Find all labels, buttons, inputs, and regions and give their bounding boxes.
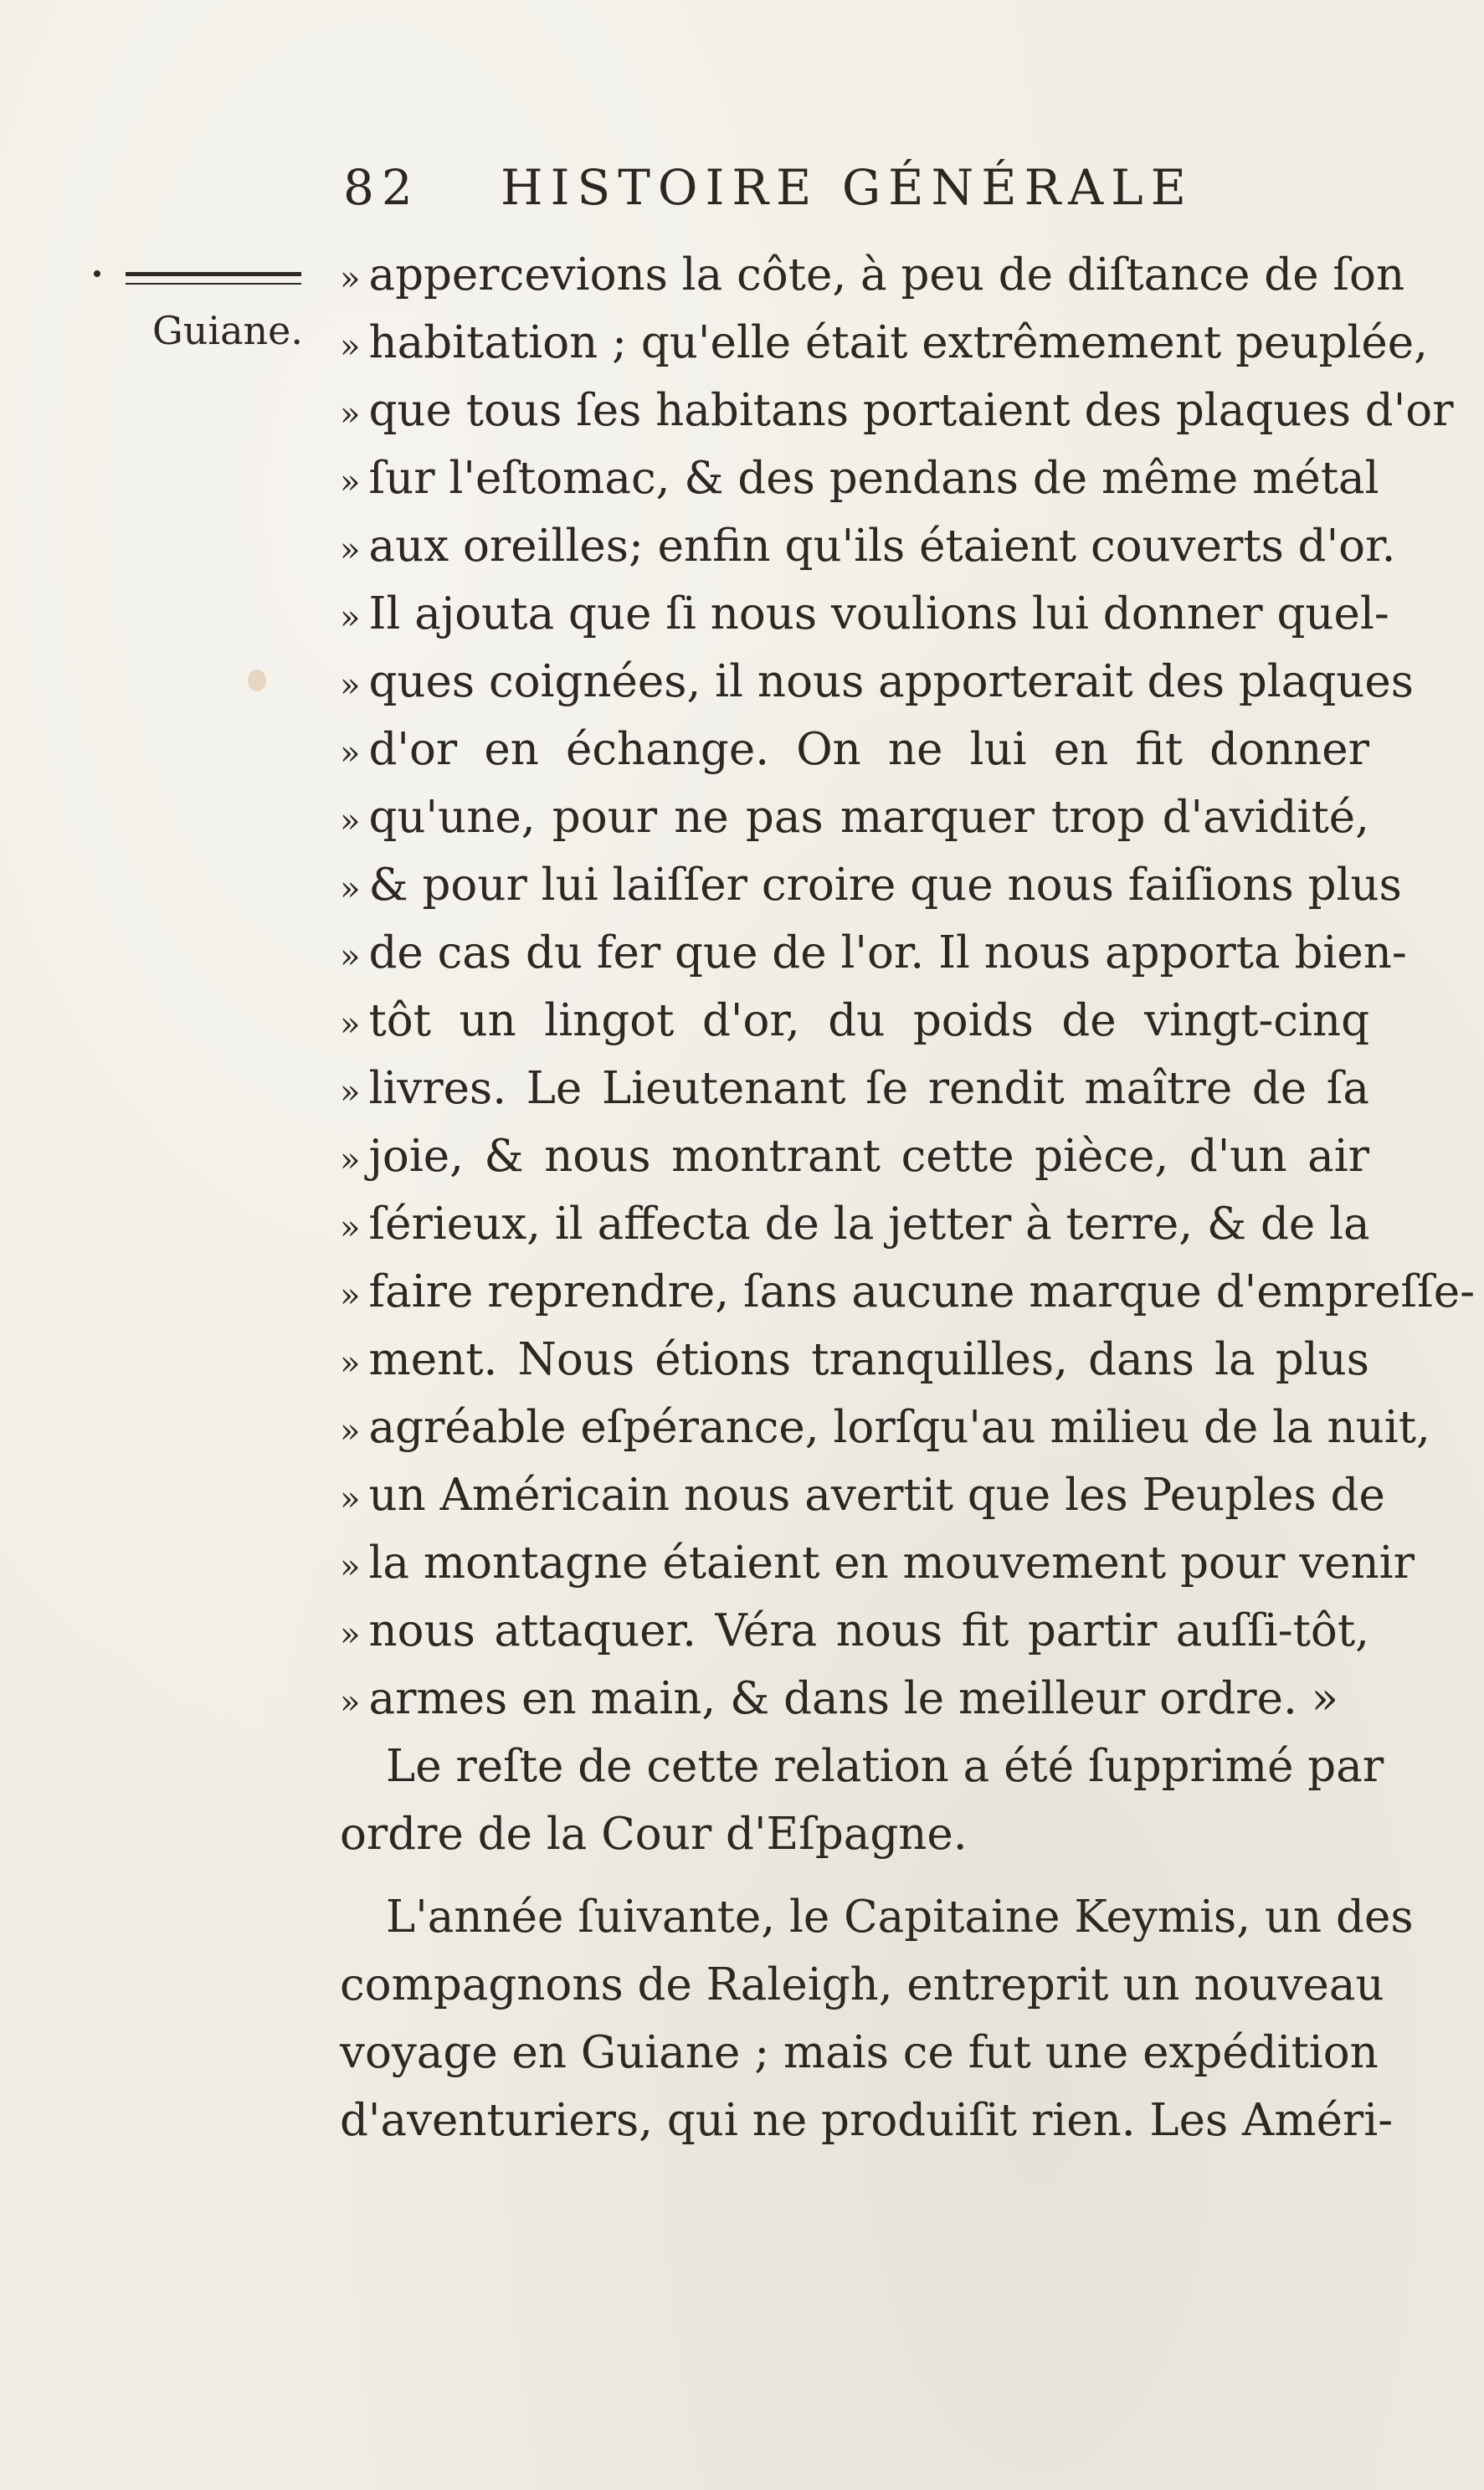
quote-mark: »: [340, 666, 361, 705]
page-header: [343, 159, 1239, 218]
line-text: d'or en échange. On ne lui en fit donner: [368, 724, 1369, 775]
text-line: [340, 783, 1369, 851]
quote-mark: »: [340, 395, 361, 434]
quote-mark: »: [340, 1548, 361, 1586]
page-number: 82: [343, 159, 420, 216]
quote-mark: »: [340, 598, 361, 637]
line-text: qu'une, pour ne pas marquer trop d'avidité,: [368, 792, 1369, 843]
line-text: aux oreilles; enfin qu'ils étaient couverts d'or.: [368, 521, 1396, 572]
quote-mark: »: [340, 1141, 361, 1179]
line-text: d'aventuriers, qui ne produiſit rien. Les Améri-: [340, 2095, 1394, 2146]
text-line: [340, 1529, 1415, 1597]
margin-dot: [94, 270, 100, 277]
line-text: compagnons de Raleigh, entreprit un nouveau: [340, 1959, 1384, 2010]
body-text: [340, 241, 1475, 2154]
quote-mark: »: [340, 1209, 361, 1247]
quote-mark: »: [340, 327, 361, 366]
paper-stain: [248, 670, 266, 691]
text-line: [340, 851, 1402, 919]
text-line: [340, 987, 1369, 1055]
text-line: [340, 1258, 1475, 1326]
margin-rule: [126, 272, 301, 285]
quote-mark: »: [340, 1683, 361, 1722]
line-text: Le reſte de cette relation a été ſupprimé par: [386, 1741, 1384, 1792]
text-line: [340, 309, 1428, 377]
line-text: ſérieux, il affecta de la jetter à terre, & de la: [368, 1199, 1370, 1250]
line-text: tôt un lingot d'or, du poids de vingt-cinq: [368, 995, 1369, 1046]
line-text: la montagne étaient en mouvement pour venir: [368, 1538, 1415, 1589]
line-text: voyage en Guiane ; mais ce fut une expédition: [340, 2027, 1379, 2078]
quote-mark: »: [340, 463, 361, 501]
quote-mark: »: [340, 531, 361, 569]
quote-mark: »: [340, 259, 361, 298]
line-text: L'année ſuivante, le Capitaine Keymis, un des: [386, 1892, 1414, 1943]
text-line: [340, 1055, 1369, 1122]
paragraph-line: [340, 1883, 1414, 1951]
quote-mark: »: [340, 802, 361, 840]
text-line: [340, 648, 1414, 716]
line-text: habitation ; qu'elle était extrêmement peuplée,: [368, 317, 1428, 368]
text-line: [340, 1597, 1369, 1665]
text-line: [340, 716, 1369, 783]
line-text: nous attaquer. Véra nous fit partir auſſi-tôt,: [368, 1605, 1369, 1656]
quote-mark: »: [340, 1276, 361, 1315]
paragraph-line: [340, 1733, 1384, 1800]
text-line: [340, 444, 1379, 512]
quote-mark: »: [340, 937, 361, 976]
paragraph-line: [340, 2019, 1379, 2087]
line-text: livres. Le Lieutenant ſe rendit maître de ſa: [368, 1063, 1369, 1114]
quote-mark: »: [340, 734, 361, 773]
line-text: & pour lui laiſſer croire que nous faiſions plus: [368, 860, 1402, 911]
line-text: agréable eſpérance, lorſqu'au milieu de la nuit,: [368, 1402, 1430, 1453]
text-line: [340, 1326, 1369, 1394]
line-text: ſur l'eſtomac, & des pendans de même métal: [368, 453, 1379, 504]
text-line: [340, 1665, 1369, 1733]
line-text: un Américain nous avertit que les Peuples de: [368, 1470, 1385, 1521]
line-text: joie, & nous montrant cette pièce, d'un air: [368, 1131, 1369, 1182]
margin-note: Guiane.: [152, 308, 303, 353]
quote-mark: »: [340, 1480, 361, 1518]
text-line: [340, 377, 1454, 444]
quote-mark: »: [340, 1344, 361, 1383]
quote-mark: »: [340, 1412, 361, 1450]
line-text: armes en main, & dans le meilleur ordre. »: [368, 1673, 1339, 1724]
line-text: appercevions la côte, à peu de diſtance de ſon: [368, 249, 1405, 300]
line-text: ment. Nous étions tranquilles, dans la plus: [368, 1334, 1369, 1385]
text-line: [340, 580, 1389, 648]
quote-mark: »: [340, 1073, 361, 1112]
text-line: [340, 1122, 1369, 1190]
text-line: [340, 1461, 1385, 1529]
text-line: [340, 241, 1405, 309]
text-line: [340, 512, 1396, 580]
line-text: Il ajouta que ſi nous voulions lui donner quel-: [368, 588, 1389, 639]
line-text: ordre de la Cour d'Eſpagne.: [340, 1809, 968, 1860]
quote-mark: »: [340, 1005, 361, 1044]
paragraph-line: [340, 2087, 1394, 2154]
paragraph-line: [340, 1800, 1369, 1868]
line-text: que tous ſes habitans portaient des plaques d'or: [368, 385, 1454, 436]
line-text: de cas du fer que de l'or. Il nous apporta bien-: [368, 927, 1407, 978]
text-line: [340, 1394, 1430, 1461]
line-text: faire reprendre, ſans aucune marque d'empreſſe-: [368, 1266, 1475, 1317]
text-line: [340, 1190, 1369, 1258]
line-text: ques coignées, il nous apporterait des plaques: [368, 656, 1414, 707]
quote-mark: »: [340, 870, 361, 908]
running-title: HISTOIRE GÉNÉRALE: [501, 159, 1194, 216]
text-line: [340, 919, 1407, 987]
quote-mark: »: [340, 1615, 361, 1654]
paragraph-line: [340, 1951, 1384, 2019]
